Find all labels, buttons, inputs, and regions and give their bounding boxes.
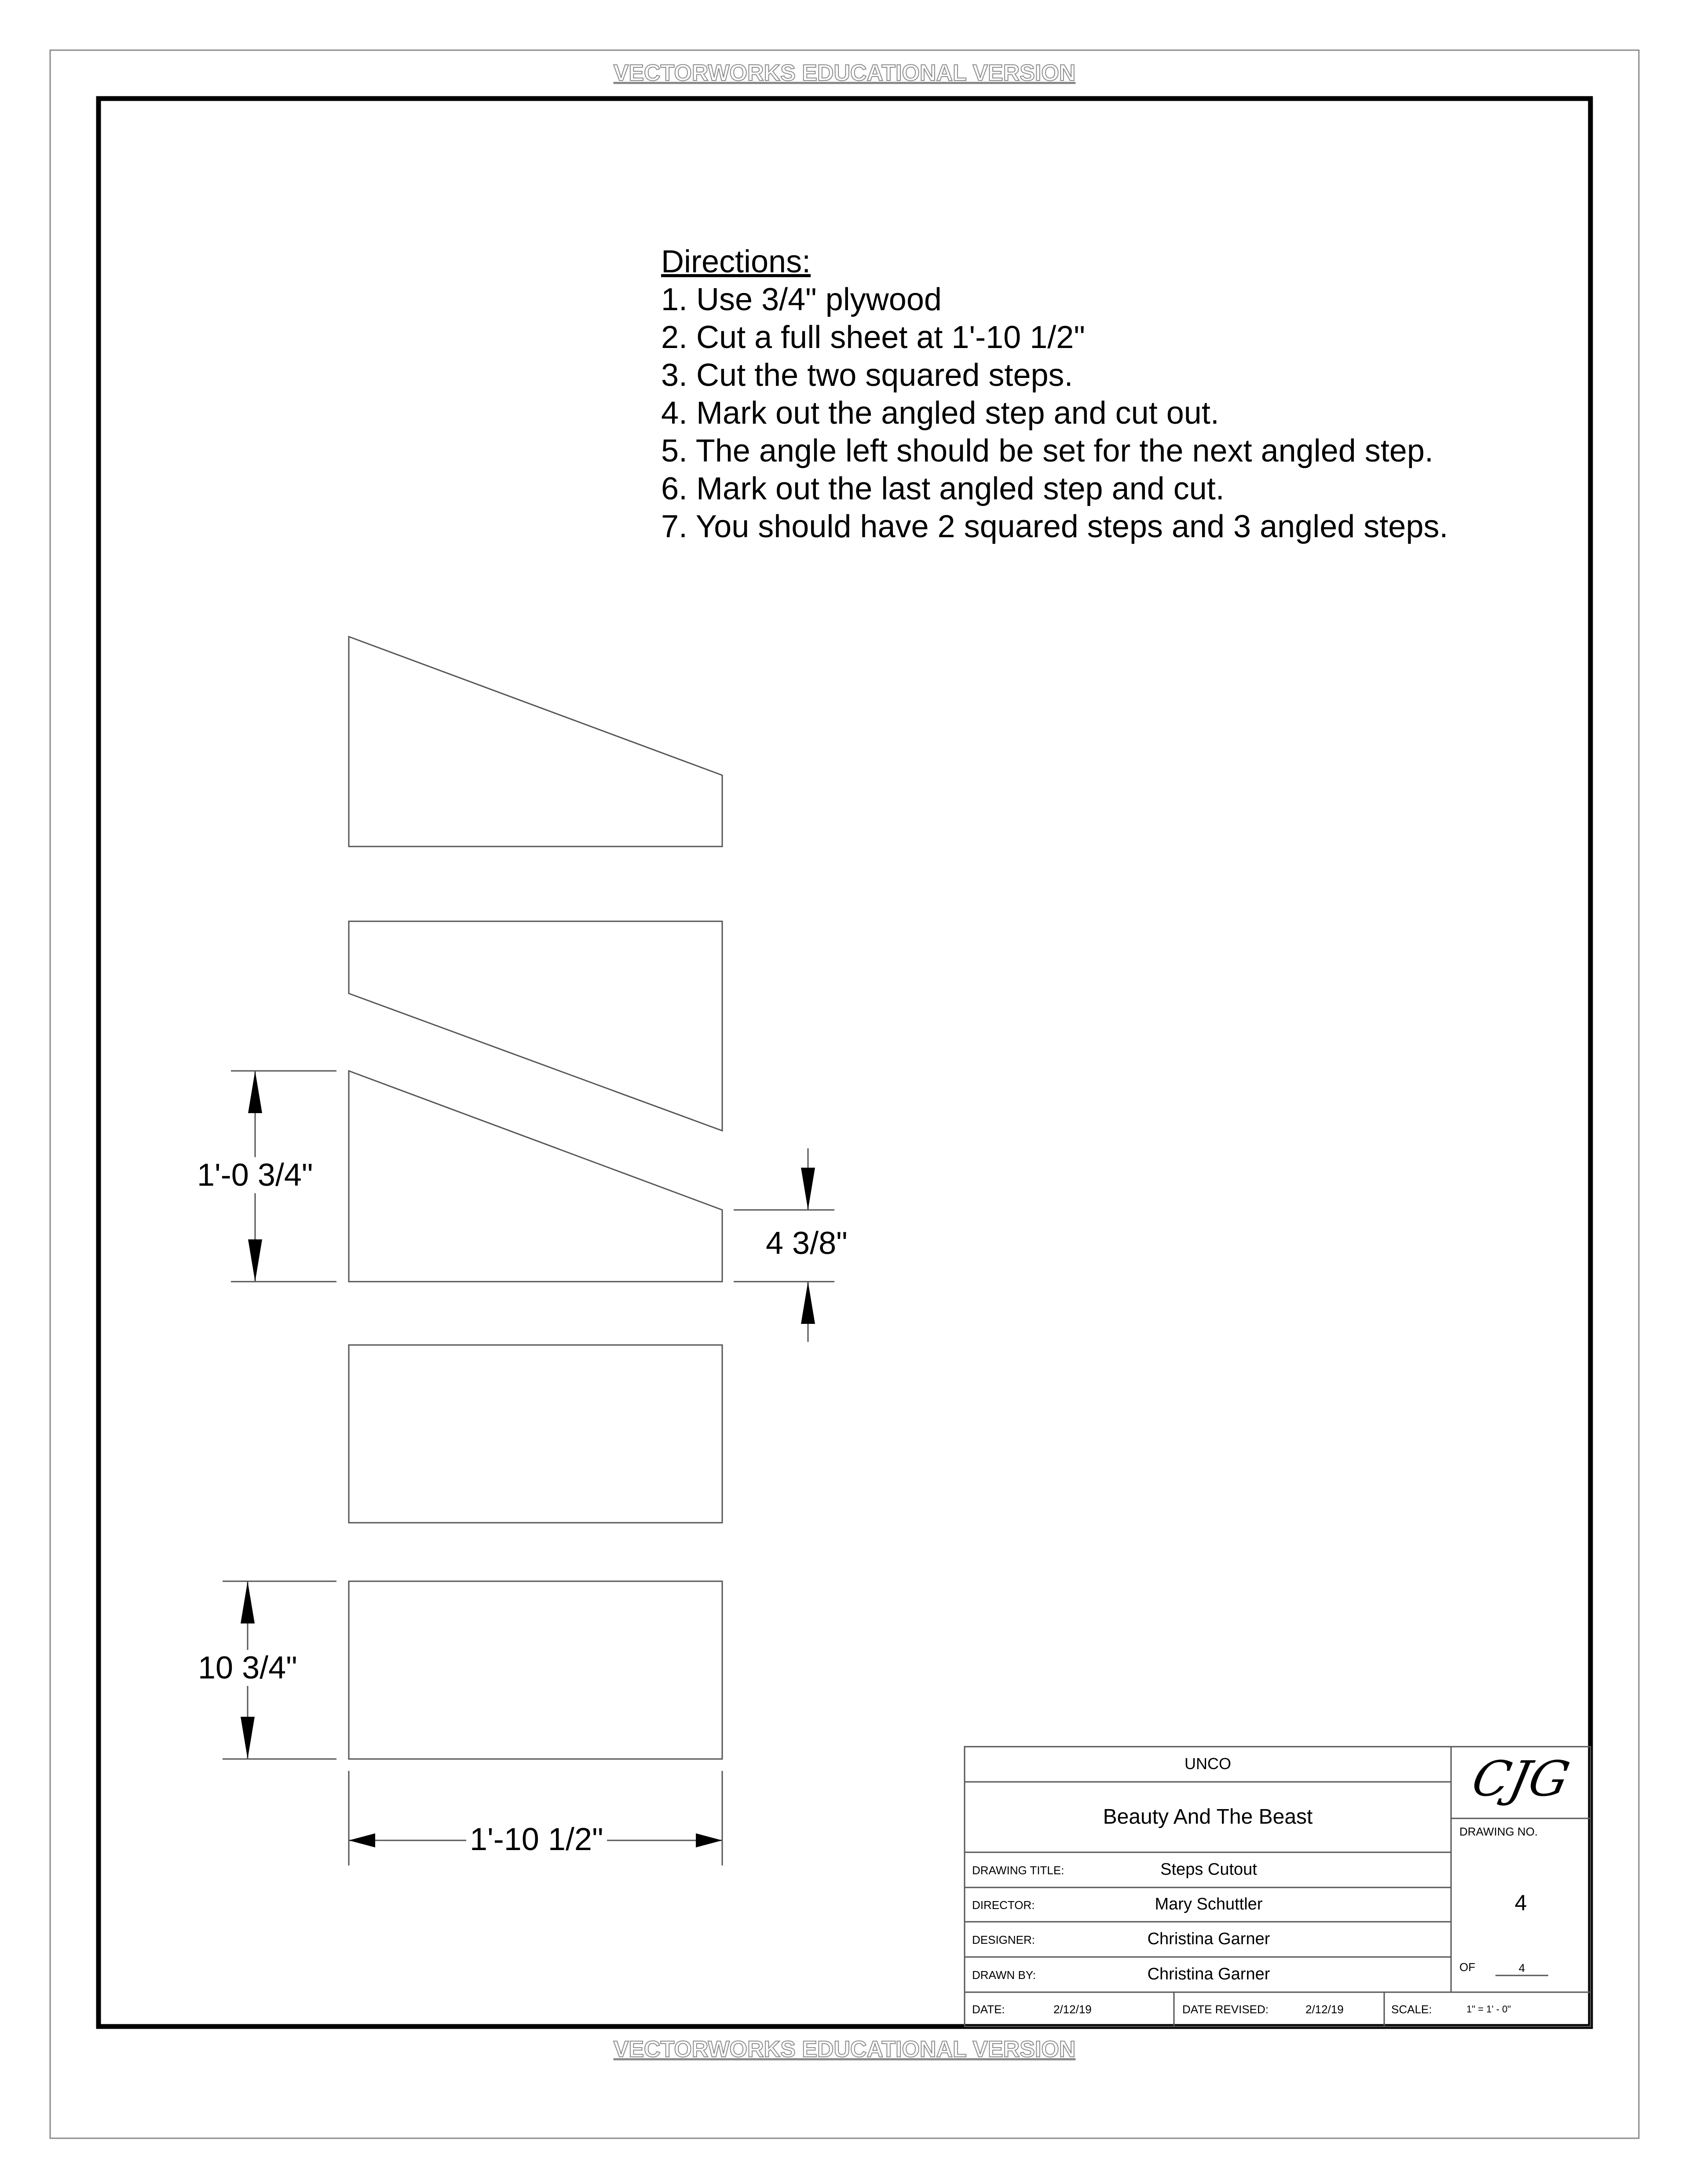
arrow-up <box>801 1282 815 1324</box>
arrow-down <box>801 1168 815 1210</box>
direction-step: 5. The angle left should be set for the next angled step. <box>661 433 1433 469</box>
designer-label: DESIGNER: <box>972 1933 1035 1946</box>
drawing-number: 4 <box>1514 1891 1527 1915</box>
scale-label: SCALE: <box>1391 2003 1432 2016</box>
angled-step-piece-1 <box>349 637 722 846</box>
scale-value: 1" = 1' - 0" <box>1466 2004 1511 2015</box>
direction-step: 6. Mark out the last angled step and cut. <box>661 471 1225 506</box>
date-value: 2/12/19 <box>1053 2003 1092 2016</box>
designer-name: Christina Garner <box>1147 1930 1270 1948</box>
direction-step: 4. Mark out the angled step and cut out. <box>661 396 1219 431</box>
watermark-bottom: VECTORWORKS EDUCATIONAL VERSION <box>613 2037 1076 2062</box>
date-label: DATE: <box>972 2003 1005 2016</box>
dimension-label-short-side: 4 3/8" <box>763 1225 850 1261</box>
drawn-by-name: Christina Garner <box>1147 1965 1270 1983</box>
date-revised-value: 2/12/19 <box>1305 2003 1344 2016</box>
director-name: Mary Schuttler <box>1155 1895 1263 1913</box>
arrow-up <box>241 1581 255 1623</box>
directions-block <box>661 243 1448 546</box>
dimension-label-angled-height: 1'-0 3/4" <box>194 1157 315 1193</box>
direction-step: 7. You should have 2 squared steps and 3 angled steps. <box>661 509 1448 544</box>
director-label: DIRECTOR: <box>972 1898 1035 1912</box>
squared-step-piece-1 <box>349 1345 722 1523</box>
production-title: Beauty And The Beast <box>1103 1805 1313 1829</box>
arrow-up <box>248 1071 262 1113</box>
organization-name: UNCO <box>1184 1755 1231 1773</box>
dimension-label-squared-height: 10 3/4" <box>195 1650 300 1686</box>
angled-step-piece-3 <box>349 1071 722 1282</box>
drawing-title-label: DRAWING TITLE: <box>972 1864 1064 1877</box>
sheet-total: 4 <box>1518 1961 1525 1975</box>
drawing-title: Steps Cutout <box>1160 1860 1257 1879</box>
arrow-down <box>241 1717 255 1759</box>
date-revised-label: DATE REVISED: <box>1182 2003 1269 2016</box>
arrow-right <box>696 1833 722 1847</box>
direction-step: 1. Use 3/4" plywood <box>661 282 942 317</box>
drawn-by-label: DRAWN BY: <box>972 1968 1036 1982</box>
arrow-left <box>349 1833 375 1847</box>
squared-step-piece-2 <box>349 1581 722 1759</box>
watermark-top: VECTORWORKS EDUCATIONAL VERSION <box>613 60 1076 86</box>
angled-step-piece-2 <box>349 921 722 1131</box>
designer-signature: CJG <box>1467 1751 1575 1807</box>
direction-step: 2. Cut a full sheet at 1'-10 1/2" <box>661 320 1085 355</box>
directions-heading: Directions: <box>661 244 811 279</box>
drawing-no-label: DRAWING NO. <box>1459 1825 1538 1838</box>
arrow-down <box>248 1239 262 1282</box>
dimension-label-width: 1'-10 1/2" <box>466 1821 607 1858</box>
of-label: OF <box>1459 1960 1476 1974</box>
direction-step: 3. Cut the two squared steps. <box>661 358 1073 393</box>
